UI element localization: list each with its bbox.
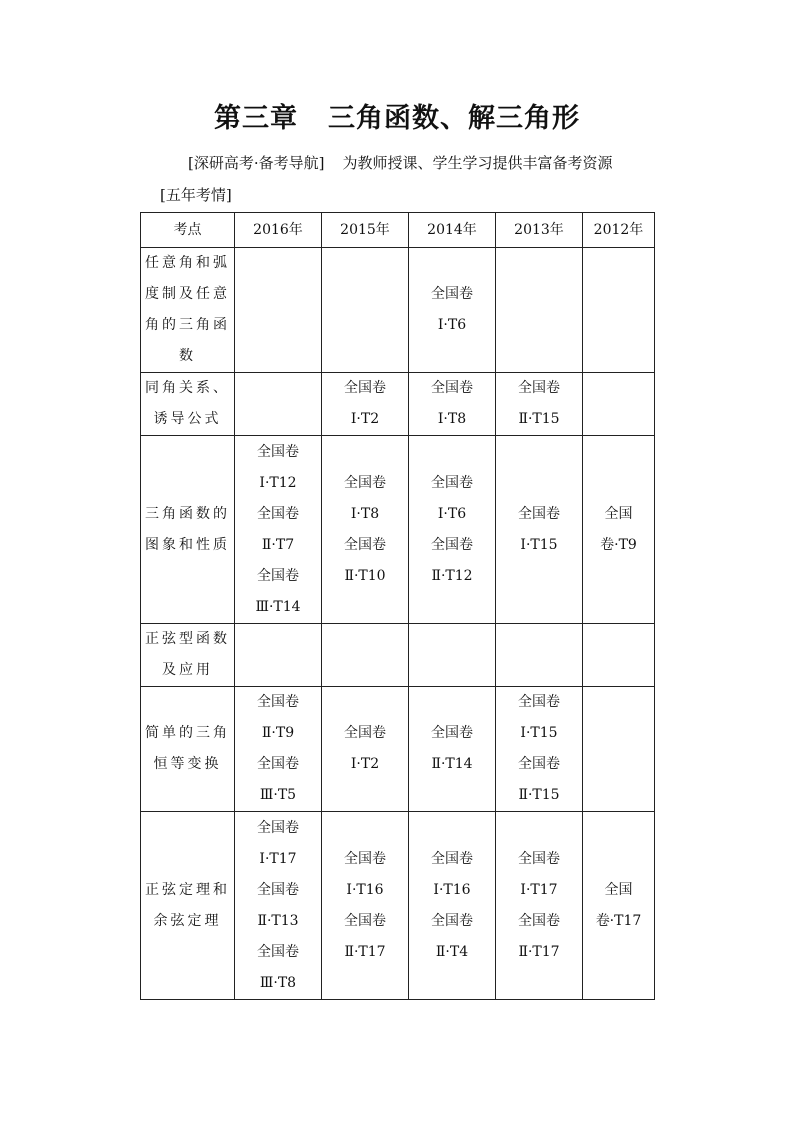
table-row [141,373,655,436]
topic-line: 及应用 [162,662,213,678]
exam-reference: Ⅱ·T9 [261,725,295,741]
exam-reference: 全国卷 [518,380,560,396]
exam-reference: 全国卷 [257,505,299,522]
exam-reference: Ⅱ·T14 [431,756,473,772]
exam-reference: Ⅱ·T17 [518,943,560,960]
topic-cell [141,436,235,624]
exam-reference: Ⅲ·T14 [255,598,301,615]
exam-reference: Ⅲ·T8 [259,974,297,991]
exam-reference: Ⅰ·T2 [350,411,380,427]
topic-line: 正弦定理和 [145,881,230,898]
exam-reference: 全国卷 [431,380,473,396]
chapter-number: 第三章 [214,103,298,134]
exam-cell [322,687,409,812]
guide-text: 为教师授课、学生学习提供丰富备考资源 [342,154,613,172]
exam-reference: Ⅰ·T8 [350,505,380,522]
topic-cell [141,687,235,812]
exam-reference: Ⅰ·T17 [259,850,297,867]
exam-cell [235,812,322,1000]
table-row [141,436,655,624]
exam-reference: Ⅰ·T8 [437,411,467,427]
chapter-name: 三角函数、解三角形 [328,103,580,134]
exam-reference: 全国卷 [431,536,473,553]
topic-line: 任意角和弧 [145,255,230,271]
exam-cell [496,812,583,1000]
exam-reference: Ⅰ·T16 [346,881,384,898]
exam-reference: 全国卷 [257,756,299,772]
exam-reference: 全国卷 [344,850,386,867]
exam-reference: 全国卷 [518,505,560,522]
exam-cell [322,373,409,436]
section-heading: [五年考情] [160,186,232,204]
exam-reference: Ⅱ·T7 [261,536,295,553]
exam-reference: 全国卷 [431,850,473,867]
exam-cell [322,624,409,687]
exam-reference: 全国卷 [518,694,560,710]
topic-line: 余弦定理 [153,912,222,929]
exam-reference: Ⅰ·T16 [433,881,471,898]
exam-cell [496,248,583,373]
exam-reference: Ⅰ·T17 [520,881,558,898]
exam-cell [235,373,322,436]
exam-cell [496,687,583,812]
exam-cell [583,624,655,687]
guide-line [188,152,613,173]
exam-cell [409,624,496,687]
table-row [141,624,655,687]
exam-cell [409,436,496,624]
exam-reference: 卷·T17 [595,912,642,929]
table-row [141,687,655,812]
exam-cell [322,248,409,373]
exam-reference: 全国卷 [431,912,473,929]
topic-line: 图象和性质 [145,536,230,553]
guide-tag: [深研高考·备考导航] [188,154,325,172]
exam-cell [322,812,409,1000]
topic-line: 数 [179,348,196,364]
topic-line: 恒等变换 [153,756,222,772]
exam-reference: Ⅱ·T17 [344,943,386,960]
exam-cell [409,687,496,812]
exam-reference: Ⅰ·T6 [437,505,467,522]
exam-reference: 全国卷 [344,912,386,929]
exam-cell [583,436,655,624]
topic-line: 度制及任意 [145,286,230,302]
exam-reference: 全国卷 [518,756,560,772]
exam-reference: Ⅱ·T15 [518,787,560,803]
exam-cell [583,373,655,436]
column-header-2015: 2015年 [322,213,409,248]
exam-reference: 全国卷 [257,567,299,584]
exam-reference: 全国 [604,881,633,898]
exam-cell [235,248,322,373]
exam-cell [496,373,583,436]
exam-reference: 全国卷 [431,286,473,302]
column-header-2013: 2013年 [496,213,583,248]
exam-cell [409,373,496,436]
column-header-topic: 考点 [141,213,235,248]
exam-reference: 全国卷 [257,943,299,960]
exam-cell [583,687,655,812]
column-header-2016: 2016年 [235,213,322,248]
topic-line: 简单的三角 [145,725,230,741]
table-body [141,248,655,1000]
exam-reference: 全国卷 [431,725,473,741]
exam-reference: Ⅰ·T15 [520,725,558,741]
exam-reference: 全国卷 [257,881,299,898]
exam-cell [235,624,322,687]
exam-reference: Ⅰ·T12 [259,474,297,491]
exam-reference: 卷·T9 [600,536,637,553]
topic-cell [141,812,235,1000]
exam-cell [496,624,583,687]
topic-line: 同角关系、 [145,380,230,396]
table-row [141,812,655,1000]
table-row [141,248,655,373]
topic-line: 诱导公式 [153,411,222,427]
topic-line: 三角函数的 [145,505,230,522]
exam-reference: Ⅰ·T2 [350,756,380,772]
exam-reference: 全国卷 [344,725,386,741]
exam-reference: 全国卷 [344,536,386,553]
exam-reference: 全国卷 [344,474,386,491]
exam-reference: 全国卷 [257,819,299,836]
exam-reference: Ⅰ·T15 [520,536,558,553]
exam-cell [409,248,496,373]
topic-line: 角的三角函 [145,317,230,333]
exam-cell [496,436,583,624]
exam-cell [235,687,322,812]
exam-reference: 全国卷 [344,380,386,396]
exam-cell [409,812,496,1000]
exam-cell [235,436,322,624]
exam-reference: Ⅲ·T5 [259,787,297,803]
column-header-2012: 2012年 [583,213,655,248]
exam-reference: 全国卷 [518,912,560,929]
exam-reference: 全国卷 [518,850,560,867]
exam-reference: 全国 [604,505,633,522]
exam-reference: Ⅱ·T12 [431,567,473,584]
topic-cell [141,373,235,436]
exam-cell [322,436,409,624]
exam-reference: 全国卷 [257,694,299,710]
exam-reference: Ⅱ·T13 [257,912,299,929]
topic-cell [141,624,235,687]
exam-reference: Ⅰ·T6 [437,317,467,333]
column-header-2014: 2014年 [409,213,496,248]
exam-cell [583,812,655,1000]
table-header-row [141,213,655,248]
exam-reference: 全国卷 [431,474,473,491]
topic-line: 正弦型函数 [145,631,230,647]
exam-reference: Ⅱ·T10 [344,567,386,584]
exam-reference: Ⅱ·T15 [518,411,560,427]
topic-cell [141,248,235,373]
chapter-title [0,96,794,135]
exam-table [140,212,655,1000]
exam-cell [583,248,655,373]
exam-reference: 全国卷 [257,443,299,460]
exam-reference: Ⅱ·T4 [435,943,469,960]
